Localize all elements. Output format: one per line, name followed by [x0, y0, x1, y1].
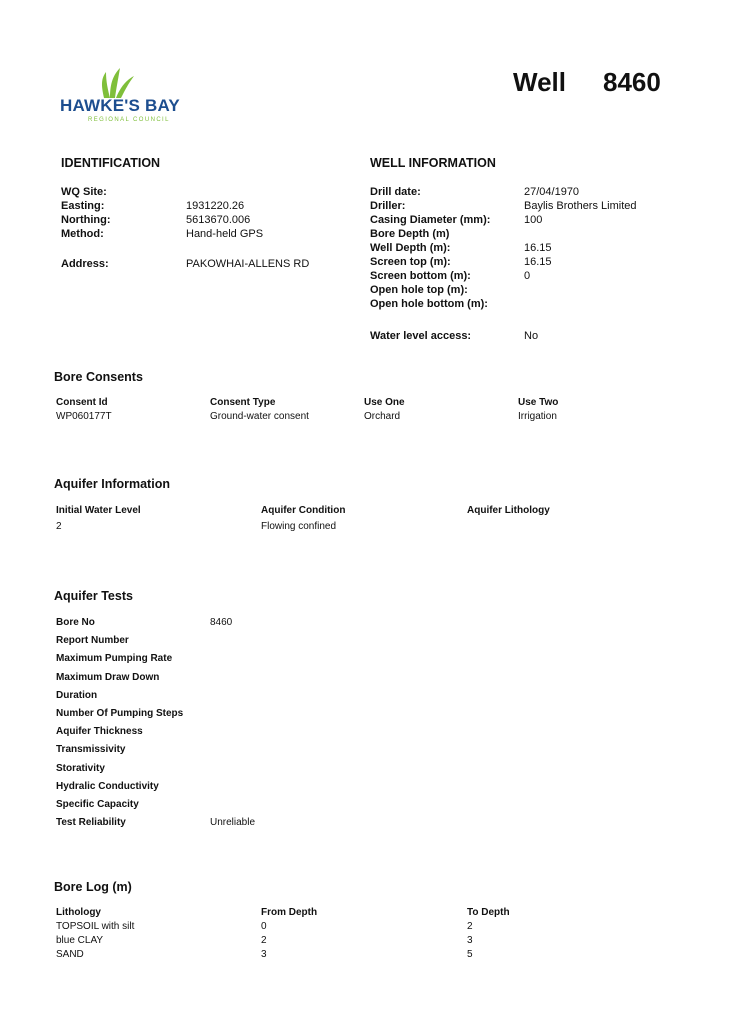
page-title-number: 8460 [603, 67, 661, 97]
bore-no-value: 8460 [210, 617, 233, 628]
hydralic-conductivity-label: Hydralic Conductivity [56, 780, 159, 792]
well-information-heading: WELL INFORMATION [370, 156, 496, 170]
table-row: blue CLAY [56, 935, 104, 946]
aquifer-tests-values [210, 616, 255, 834]
address-value: PAKOWHAI-ALLENS RD [186, 258, 310, 270]
well-info-values [524, 185, 637, 311]
logo-name: HAWKE'S BAY [60, 96, 180, 115]
identification-labels [61, 185, 110, 241]
use-two-cell: Irrigation [518, 411, 557, 422]
consent-type-header: Consent Type [210, 397, 276, 408]
report-number-value [210, 634, 255, 652]
use-one-header: Use One [364, 397, 405, 408]
screen-bottom-label: Screen bottom (m): [370, 270, 471, 282]
use-one-cell: Orchard [364, 411, 401, 422]
report-number-label: Report Number [56, 635, 129, 647]
open-hole-top-value [524, 283, 637, 297]
table-row: SAND [56, 949, 84, 960]
wq-site-label: WQ Site: [61, 186, 107, 198]
max-pumping-rate-label: Maximum Pumping Rate [56, 653, 173, 665]
from-depth-header: From Depth [261, 907, 318, 918]
logo-subtitle: REGIONAL COUNCIL [88, 117, 170, 123]
driller-label: Driller: [370, 200, 406, 212]
pumping-steps-value [210, 707, 255, 725]
table-row: 0 [261, 921, 267, 932]
wq-site-value [186, 185, 263, 199]
bore-log-from-column [261, 920, 267, 962]
aquifer-lithology-header: Aquifer Lithology [467, 505, 550, 516]
open-hole-bottom-label: Open hole bottom (m): [370, 298, 488, 310]
bore-log-heading: Bore Log (m) [54, 880, 132, 894]
drill-date-label: Drill date: [370, 186, 421, 198]
northing-value: 5613670.006 [186, 214, 251, 226]
screen-top-value: 16.15 [524, 256, 552, 268]
table-row: 3 [467, 935, 473, 946]
hydralic-conductivity-value [210, 780, 255, 798]
lithology-header: Lithology [56, 907, 101, 918]
bore-no-label: Bore No [56, 617, 95, 628]
bore-depth-label: Bore Depth (m) [370, 228, 450, 240]
bore-log-to-column [467, 920, 473, 962]
specific-capacity-value [210, 798, 255, 816]
specific-capacity-label: Specific Capacity [56, 798, 139, 810]
casing-diameter-label: Casing Diameter (mm): [370, 214, 491, 226]
aquifer-thickness-value [210, 725, 255, 743]
table-row: TOPSOIL with silt [56, 921, 135, 932]
well-depth-value: 16.15 [524, 242, 552, 254]
identification-heading: IDENTIFICATION [61, 156, 161, 170]
easting-value: 1931220.26 [186, 200, 245, 212]
duration-label: Duration [56, 689, 98, 701]
transmissivity-label: Transmissivity [56, 744, 126, 756]
storativity-label: Storativity [56, 762, 105, 774]
use-two-header: Use Two [518, 397, 559, 408]
initial-water-level-cell: 2 [56, 521, 62, 532]
driller-value: Baylis Brothers Limited [524, 200, 637, 212]
duration-value [210, 689, 255, 707]
aquifer-thickness-label: Aquifer Thickness [56, 726, 143, 738]
drill-date-value: 27/04/1970 [524, 186, 580, 198]
max-pumping-rate-value [210, 652, 255, 670]
consent-type-cell: Ground-water consent [210, 411, 309, 422]
table-row: 5 [467, 949, 473, 960]
consent-id-cell: WP060177T [56, 411, 112, 422]
water-level-access-label: Water level access: [370, 330, 472, 342]
open-hole-bottom-value [524, 297, 637, 311]
test-reliability-value: Unreliable [210, 817, 256, 829]
to-depth-header: To Depth [467, 907, 510, 918]
water-level-access-value: No [524, 330, 539, 342]
bore-depth-value [524, 227, 637, 241]
table-row: 3 [261, 949, 267, 960]
aquifer-condition-header: Aquifer Condition [261, 505, 346, 516]
max-draw-down-value [210, 671, 255, 689]
page-title-word: Well [513, 67, 566, 97]
table-row: 2 [261, 935, 267, 946]
open-hole-top-label: Open hole top (m): [370, 284, 468, 296]
screen-top-label: Screen top (m): [370, 256, 451, 268]
aquifer-tests-heading: Aquifer Tests [54, 589, 133, 603]
easting-label: Easting: [61, 200, 105, 212]
bore-log-lithology-column [56, 920, 134, 962]
initial-water-level-header: Initial Water Level [56, 505, 141, 516]
well-depth-label: Well Depth (m): [370, 242, 451, 254]
aquifer-tests-labels [56, 616, 183, 834]
leaf-icon [98, 66, 138, 100]
casing-diameter-value: 100 [524, 214, 543, 226]
max-draw-down-label: Maximum Draw Down [56, 671, 160, 683]
transmissivity-value [210, 743, 255, 761]
consent-id-header: Consent Id [56, 397, 108, 408]
test-reliability-label: Test Reliability [56, 817, 126, 829]
northing-label: Northing: [61, 214, 111, 226]
method-value: Hand-held GPS [186, 228, 264, 240]
storativity-value [210, 762, 255, 780]
method-label: Method: [61, 228, 104, 240]
pumping-steps-label: Number Of Pumping Steps [56, 707, 184, 719]
bore-consents-heading: Bore Consents [54, 370, 143, 384]
aquifer-information-heading: Aquifer Information [54, 477, 170, 491]
screen-bottom-value: 0 [524, 270, 531, 282]
address-label: Address: [61, 258, 109, 270]
aquifer-condition-cell: Flowing confined [261, 521, 337, 532]
table-row: 2 [467, 921, 473, 932]
well-info-labels [370, 185, 490, 311]
identification-values [186, 185, 263, 241]
council-logo [58, 66, 198, 128]
